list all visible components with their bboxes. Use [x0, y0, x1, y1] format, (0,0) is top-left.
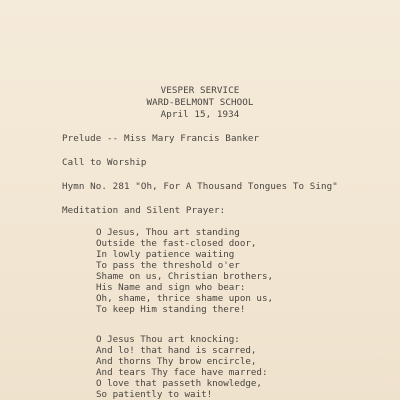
- school-name: WARD-BELMONT SCHOOL: [146, 97, 254, 108]
- poem-line: Outside the fast-closed door,: [96, 238, 257, 249]
- poem-line: In lowly patience waiting: [96, 249, 235, 260]
- call-to-worship-line: Call to Worship: [62, 157, 147, 168]
- service-date: April 15, 1934: [160, 109, 240, 120]
- service-title: VESPER SERVICE: [160, 85, 240, 96]
- poem-line: And lo! that hand is scarred,: [96, 345, 257, 356]
- poem-line: So patiently to wait!: [96, 389, 213, 400]
- meditation-line: Meditation and Silent Prayer:: [62, 205, 226, 216]
- poem-line: Shame on us, Christian brothers,: [96, 271, 274, 282]
- poem-line: Oh, shame, thrice shame upon us,: [96, 293, 274, 304]
- poem-line: And tears Thy face have marred:: [96, 367, 268, 378]
- poem-line: O love that passeth knowledge,: [96, 378, 262, 389]
- prelude-line: Prelude -- Miss Mary Francis Banker: [62, 133, 260, 144]
- poem-line: O Jesus Thou art knocking:: [96, 334, 240, 345]
- poem-line: To pass the threshold o'er: [96, 260, 240, 271]
- poem-stanza-1: [96, 227, 273, 315]
- hymn-line: Hymn No. 281 "Oh, For A Thousand Tongues To Sing": [62, 181, 338, 192]
- poem-line: His Name and sign who bear:: [96, 282, 246, 293]
- poem-line: And thorns Thy brow encircle,: [96, 356, 257, 367]
- poem-stanza-2: [96, 334, 267, 400]
- poem-line: To keep Him standing there!: [96, 304, 246, 315]
- poem-line: O Jesus, Thou art standing: [96, 227, 240, 238]
